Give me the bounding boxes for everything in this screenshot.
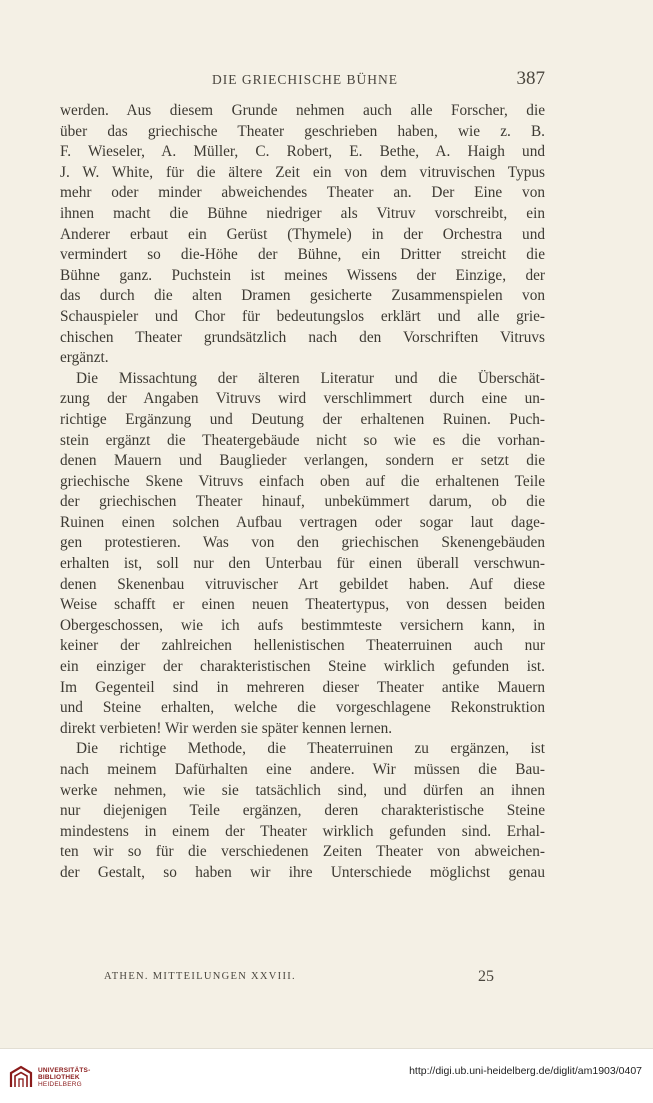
text-line: keiner der zahlreichen hellenistischen Theaterruinen auch nur [60,637,545,655]
signature-number: 25 [478,968,494,985]
page-number: 387 [516,68,545,89]
text-line: denen Skenenbau vitruvischer Art gebildet haben. Auf diese [60,575,545,593]
text-line: Die Missachtung der älteren Literatur und die Überschät- [76,369,545,387]
page-header [60,68,545,92]
text-line: F. Wieseler, A. Müller, C. Robert, E. Bethe, A. Haigh und [60,143,545,161]
text-line: gen protestieren. Was von den griechischen Skenengebäuden [60,534,545,552]
text-line: stein ergänzt die Theatergebäude nicht so wie es die vorhan- [60,431,545,449]
text-line: der Gestalt, so haben wir ihre Unterschiede möglichst genau [60,863,545,881]
text-line: nach meinem Dafürhalten eine andere. Wir müssen die Bau- [60,761,545,778]
text-line: chischen Theater grundsätzlich nach den Vorschriften Vitruvs [60,328,545,346]
text-line: über das griechische Theater geschrieben haben, wie z. B. [60,122,545,140]
body-text [60,101,545,884]
library-name-line: UNIVERSITÄTS- [38,1067,91,1074]
text-line: erhalten ist, soll nur den Unterbau für einen überall verschwun- [60,555,545,573]
text-line: mehr oder minder abweichendes Theater an. Der Eine von [60,184,545,202]
text-line: richtige Ergänzung und Deutung der erhaltenen Ruinen. Puch- [60,410,545,428]
text-line: ten wir so für die verschiedenen Zeiten Theater von abweichen- [60,843,545,861]
text-line: Obergeschossen, wie ich aufs bestimmteste versichern kann, in [60,616,545,634]
footer-signature: ATHEN. MITTEILUNGEN XXVIII. [104,971,296,982]
text-line: das durch die alten Dramen gesicherte Zusammenspielen von [60,287,545,305]
library-name[interactable] [38,1067,90,1089]
document-url-link[interactable]: http://digi.ub.uni-heidelberg.de/diglit/am1903/0407 [409,1065,642,1077]
library-name-line: HEIDELBERG [38,1081,82,1089]
text-line: mindestens in einem der Theater wirklich gefunden sind. Erhal- [60,822,545,840]
text-line: Im Gegenteil sind in mehreren dieser Theater antike Mauern [60,678,545,696]
text-line: Die richtige Methode, die Theaterruinen zu ergänzen, ist [76,740,545,758]
text-line: zung der Angaben Vitruvs wird verschlimmert durch eine un- [60,390,545,408]
text-line: der griechischen Theater hinauf, unbekümmert darum, ob die [60,493,545,511]
text-line: nur diejenigen Teile ergänzen, deren charakteristische Steine [60,802,545,820]
text-line: Bühne ganz. Puchstein ist meines Wissens der Einzige, der [60,266,545,284]
text-line: werden. Aus diesem Grunde nehmen auch alle Forscher, die [60,102,545,119]
text-line: vermindert so die-Höhe der Bühne, ein Dritter streicht die [60,246,545,264]
running-title: DIE GRIECHISCHE BÜHNE [212,72,398,87]
library-footer-bar [0,1048,653,1103]
text-line: Schauspieler und Chor für bedeutungslos erklärt und alle grie- [60,307,545,325]
text-line: ein einziger der charakteristischen Steine wirklich gefunden ist. [60,658,545,676]
text-line: J. W. White, für die ältere Zeit ein von dem vitruvischen Typus [60,163,545,181]
text-line: direkt verbieten! Wir werden sie später kennen lernen. [60,719,393,737]
text-line: ihnen macht die Bühne niedriger als Vitruv vorschreibt, ein [60,204,545,222]
text-line: denen Mauern und Bauglieder verlangen, sondern er setzt die [60,452,545,470]
text-line: Weise schafft er einen neuen Theatertypus, von dessen beiden [60,596,545,614]
text-line: ergänzt. [60,349,109,367]
library-logo-icon[interactable] [8,1064,34,1090]
text-line: und Steine erhalten, welche die vorgeschlagene Rekonstruktion [60,699,545,717]
text-line: werke nehmen, wie sie tatsächlich sind, und dürfen an ihnen [60,781,545,799]
library-name-line: BIBLIOTHEK [38,1074,80,1082]
text-line: Ruinen einen solchen Aufbau vertragen oder sogar laut dage- [60,513,545,531]
text-line: Anderer erbaut ein Gerüst (Thymele) in der Orchestra und [60,225,545,243]
text-line: griechische Skene Vitruvs einfach oben auf die erhaltenen Teile [60,472,545,490]
